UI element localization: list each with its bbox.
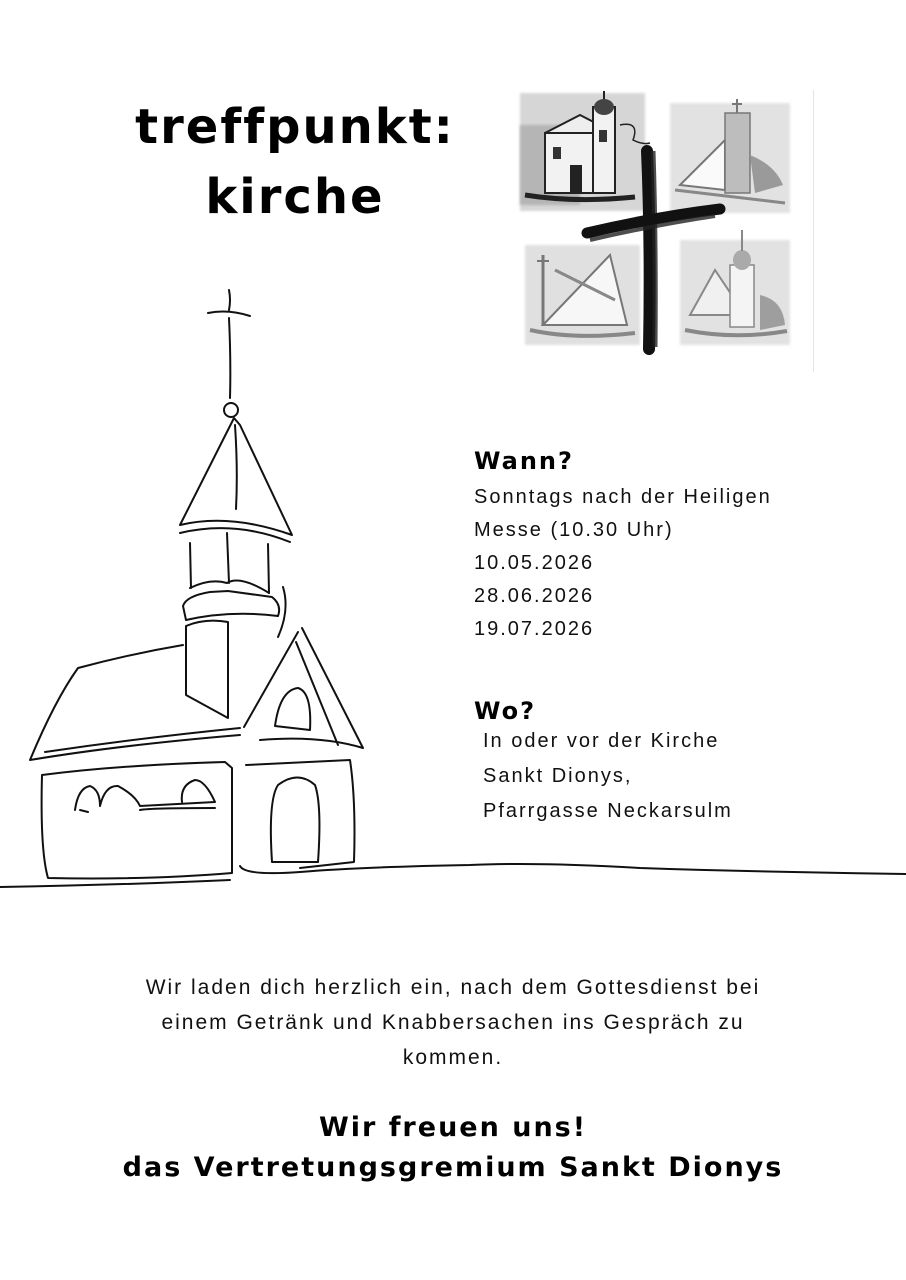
- when-heading: Wann?: [474, 447, 574, 475]
- title-line-1: treffpunkt:: [135, 99, 455, 155]
- closing-greeting: Wir freuen uns!: [318, 1112, 588, 1143]
- event-date: 19.07.2026: [474, 618, 595, 640]
- closing-sender: das Vertretungsgremium Sankt Dionys: [122, 1152, 784, 1183]
- when-details: [474, 481, 772, 646]
- invitation-line: einem Getränk und Knabbersachen ins Gespräch zu: [161, 1011, 745, 1034]
- when-line: Sonntags nach der Heiligen: [474, 486, 772, 508]
- where-heading: Wo?: [474, 697, 537, 725]
- invitation-line: Wir laden dich herzlich ein, nach dem Gottesdienst bei: [145, 976, 761, 999]
- invitation-line: kommen.: [402, 1046, 504, 1069]
- where-line: Sankt Dionys,: [483, 765, 633, 787]
- invitation-text: [60, 970, 846, 1075]
- title-line-2: kirche: [205, 169, 385, 225]
- sketch-top-left: [520, 91, 650, 211]
- page-title: [120, 92, 470, 232]
- event-date: 28.06.2026: [474, 585, 595, 607]
- when-line: Messe (10.30 Uhr): [474, 519, 674, 541]
- sketch-top-right: [670, 99, 790, 213]
- where-details: [483, 724, 733, 829]
- where-line: In oder vor der Kirche: [483, 730, 720, 752]
- where-line: Pfarrgasse Neckarsulm: [483, 800, 733, 822]
- closing-signature: [40, 1108, 866, 1188]
- event-date: 10.05.2026: [474, 552, 595, 574]
